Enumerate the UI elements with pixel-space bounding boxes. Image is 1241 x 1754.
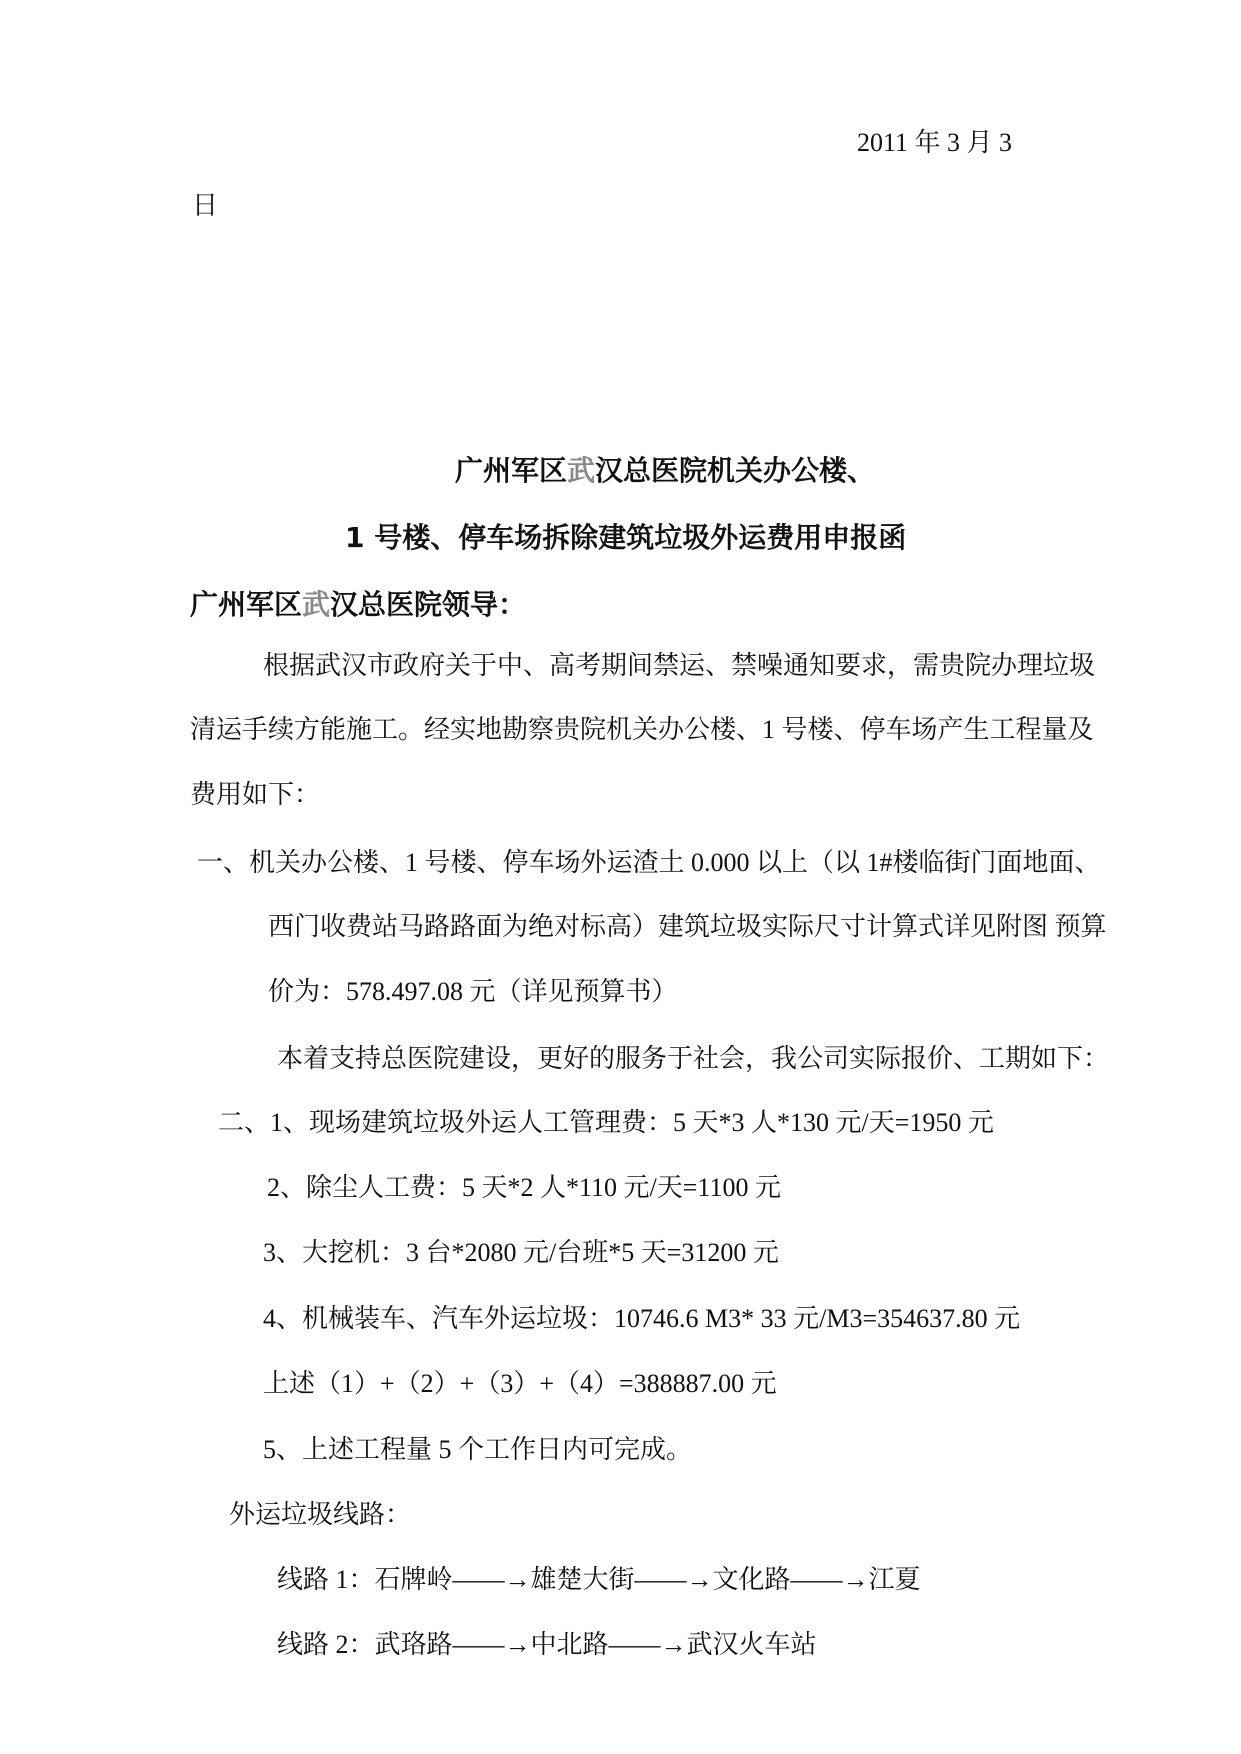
cost-item: 2、除尘人工费：5 天*2 人*110 元/天=1100 元 — [267, 1173, 781, 1202]
date-line: 2011 年 3 月 3 — [857, 128, 1013, 157]
title-part-highlight: 武 — [567, 454, 596, 487]
date-day: 日 — [192, 191, 219, 220]
cost-total: 上述（1）+（2）+（3）+（4）=388887.00 元 — [263, 1369, 777, 1398]
salutation-part-highlight: 武 — [302, 588, 331, 621]
intro-line: 清运手续方能施工。经实地勘察贵院机关办公楼、1 号楼、停车场产生工程量及 — [190, 715, 1094, 744]
salutation-part: 广州军区 — [190, 588, 303, 621]
cost-item: 4、机械装车、汽车外运垃圾：10746.6 M3* 33 元/M3=354637.80 元 — [263, 1304, 1021, 1333]
title-part: 广州军区 — [455, 454, 568, 487]
title-part: 汉总医院机关办公楼、 — [595, 454, 876, 487]
intro-line: 费用如下： — [190, 780, 321, 809]
intro-line: 根据武汉市政府关于中、高考期间禁运、禁噪通知要求，需贵院办理垃圾 — [263, 651, 1096, 680]
salutation — [190, 589, 526, 621]
section1-line: 价为：578.497.08 元（详见预算书） — [268, 977, 678, 1006]
title-line-2: 1 号楼、停车场拆除建筑垃圾外运费用申报函 — [345, 521, 907, 554]
cost-item: 3、大挖机：3 台*2080 元/台班*5 天=31200 元 — [263, 1238, 779, 1267]
support-note: 本着支持总医院建设，更好的服务于社会，我公司实际报价、工期如下： — [277, 1044, 1110, 1073]
route-item: 线路 2：武珞路——→中北路——→武汉火车站 — [277, 1630, 817, 1659]
section1-line: 一、机关办公楼、1 号楼、停车场外运渣土 0.000 以上（以 1#楼临街门面地面、 — [197, 848, 1101, 877]
salutation-part: 汉总医院领导： — [330, 588, 527, 621]
title-line-1 — [455, 455, 875, 487]
cost-item: 5、上述工程量 5 个工作日内可完成。 — [263, 1435, 693, 1464]
section1-line: 西门收费站马路路面为绝对标高）建筑垃圾实际尺寸计算式详见附图 预算 — [268, 912, 1107, 941]
cost-item: 二、1、现场建筑垃圾外运人工管理费：5 天*3 人*130 元/天=1950 元 — [218, 1108, 994, 1137]
routes-heading: 外运垃圾线路： — [229, 1500, 412, 1529]
route-item: 线路 1：石牌岭——→雄楚大街——→文化路——→江夏 — [277, 1565, 921, 1594]
